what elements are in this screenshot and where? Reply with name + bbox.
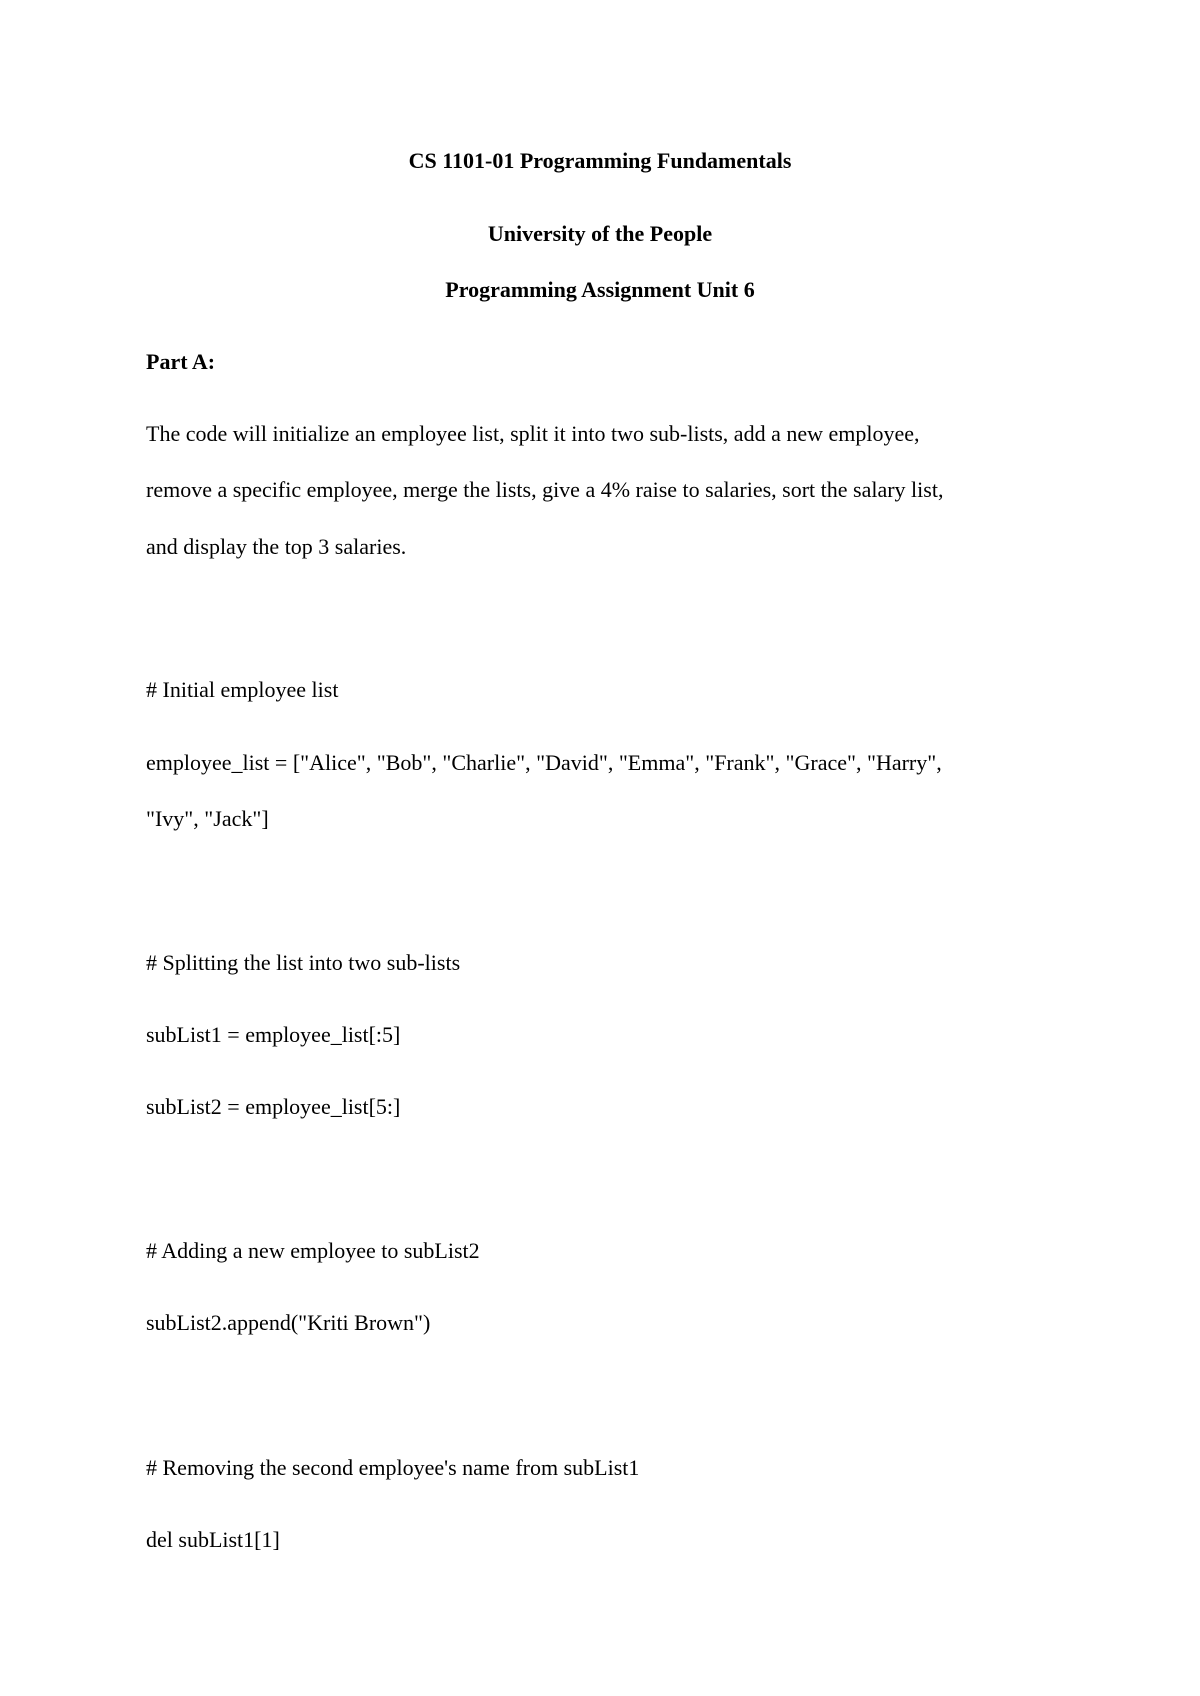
description-line-3: and display the top 3 salaries. <box>146 534 407 559</box>
code-employee-list-line-1: employee_list = ["Alice", "Bob", "Charlie", "David", "Emma", "Frank", "Grace", "Harry", <box>146 750 942 775</box>
code-comment-split: # Splitting the list into two sub-lists <box>146 950 461 975</box>
description-line-2: remove a specific employee, merge the lists, give a 4% raise to salaries, sort the salary list, <box>146 477 944 502</box>
course-title: CS 1101-01 Programming Fundamentals <box>408 148 792 173</box>
code-comment-add: # Adding a new employee to subList2 <box>146 1238 480 1263</box>
code-comment-remove: # Removing the second employee's name from subList1 <box>146 1455 640 1480</box>
code-employee-list-line-2: "Ivy", "Jack"] <box>146 806 269 831</box>
university-name: University of the People <box>487 221 713 246</box>
code-sublist2: subList2 = employee_list[5:] <box>146 1094 401 1119</box>
description-line-1: The code will initialize an employee list, split it into two sub-lists, add a new employee, <box>146 421 920 446</box>
code-comment-initial: # Initial employee list <box>146 677 339 702</box>
code-sublist1: subList1 = employee_list[:5] <box>146 1022 401 1047</box>
assignment-title: Programming Assignment Unit 6 <box>445 277 755 302</box>
code-append: subList2.append("Kriti Brown") <box>146 1310 431 1335</box>
part-a-heading: Part A: <box>146 349 216 374</box>
code-delete: del subList1[1] <box>146 1527 280 1552</box>
